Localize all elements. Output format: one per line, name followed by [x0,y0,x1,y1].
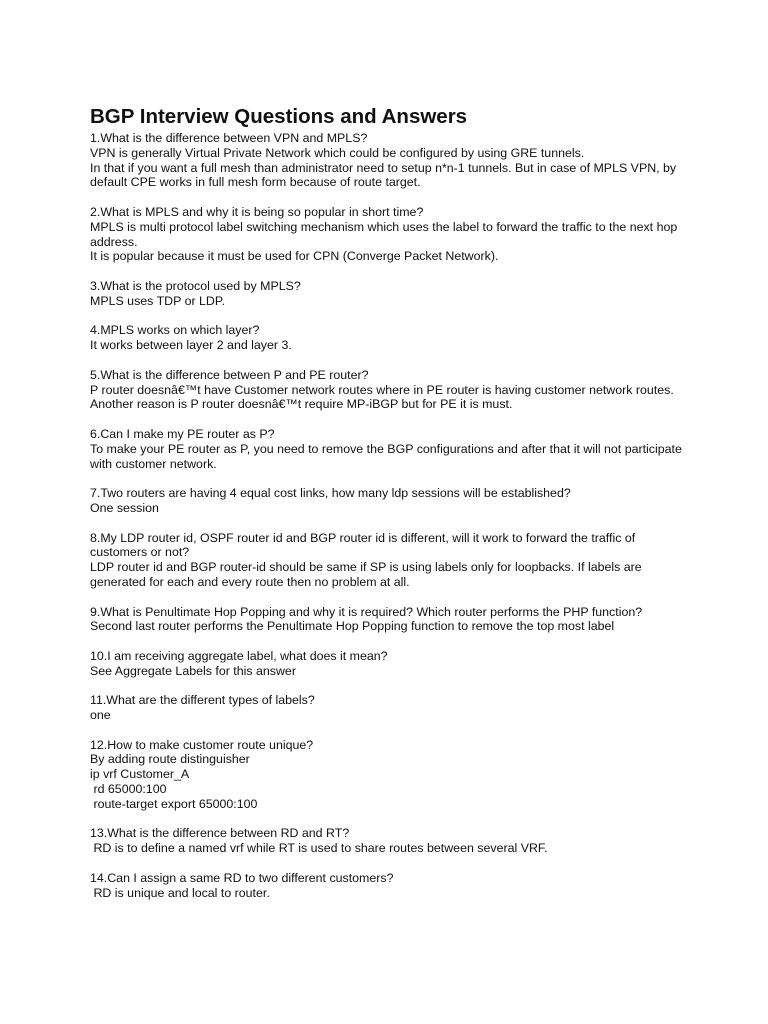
qa-item [90,427,690,471]
question-text: 5.What is the difference between P and PE router? [90,367,369,382]
qa-item [90,323,690,353]
qa-item [90,826,690,856]
qa-item [90,738,690,812]
answer-text: MPLS uses TDP or LDP. [90,293,225,308]
qa-list [90,131,690,900]
qa-item [90,279,690,309]
question-text: 8.My LDP router id, OSPF router id and BGP router id is different, will it work to forward the traffic of customers or not? [90,530,639,560]
question-text: 9.What is Penultimate Hop Popping and why it is required? Which router performs the PHP function? [90,604,643,619]
question-text: 3.What is the protocol used by MPLS? [90,278,301,293]
answer-text: route-target export 65000:100 [90,796,258,811]
question-text: 7.Two routers are having 4 equal cost links, how many ldp sessions will be established? [90,486,571,501]
document-title: BGP Interview Questions and Answers [90,105,468,128]
qa-item [90,205,690,264]
answer-text: In that if you want a full mesh than administrator need to setup n*n-1 tunnels. But in case of MPLS VPN, by default CPE works in full mesh form because of route target. [90,160,680,190]
answer-text: Second last router performs the Penultimate Hop Popping function to remove the top most label [90,619,615,634]
answer-text: RD is unique and local to router. [90,885,270,900]
question-text: 2.What is MPLS and why it is being so popular in short time? [90,204,424,219]
qa-item [90,693,690,723]
answer-text: By adding route distinguisher [90,752,250,767]
qa-item [90,871,690,901]
qa-item [90,605,690,635]
answer-text: It is popular because it must be used for CPN (Converge Packet Network). [90,249,499,264]
question-text: 11.What are the different types of labels? [90,693,315,708]
question-text: 12.How to make customer route unique? [90,737,314,752]
answer-text: One session [90,500,159,515]
answer-text: MPLS is multi protocol label switching mechanism which uses the label to forward the traffic to the next hop address. [90,219,681,249]
question-text: 14.Can I assign a same RD to two different customers? [90,870,394,885]
answer-text: Another reason is P router doesnâ€™t require MP-iBGP but for PE it is must. [90,397,513,412]
answer-text: one [90,708,111,723]
question-text: 1.What is the difference between VPN and MPLS? [90,131,368,145]
answer-text: It works between layer 2 and layer 3. [90,338,292,353]
qa-item [90,131,690,190]
answer-text: LDP router id and BGP router-id should be same if SP is using labels only for loopbacks. If labels are generated for each and every route then no problem at all. [90,560,646,589]
document-page [90,104,690,915]
answer-text: To make your PE router as P, you need to remove the BGP configurations and after that it will not participate with customer network. [90,441,686,471]
answer-text: rd 65000:100 [90,782,167,797]
qa-item [90,531,690,590]
qa-item [90,368,690,412]
answer-text: ip vrf Customer_A [90,767,190,782]
question-text: 10.I am receiving aggregate label, what does it mean? [90,648,388,663]
answer-text: P router doesnâ€™t have Customer network routes where in PE router is having customer network routes. [90,382,674,397]
answer-text: VPN is generally Virtual Private Network which could be configured by using GRE tunnels. [90,145,585,160]
qa-item [90,486,690,516]
qa-item [90,649,690,679]
question-text: 4.MPLS works on which layer? [90,323,260,338]
answer-text: RD is to define a named vrf while RT is used to share routes between several VRF. [90,841,548,856]
question-text: 6.Can I make my PE router as P? [90,426,275,441]
answer-text: See Aggregate Labels for this answer [90,663,296,678]
question-text: 13.What is the difference between RD and RT? [90,826,350,841]
